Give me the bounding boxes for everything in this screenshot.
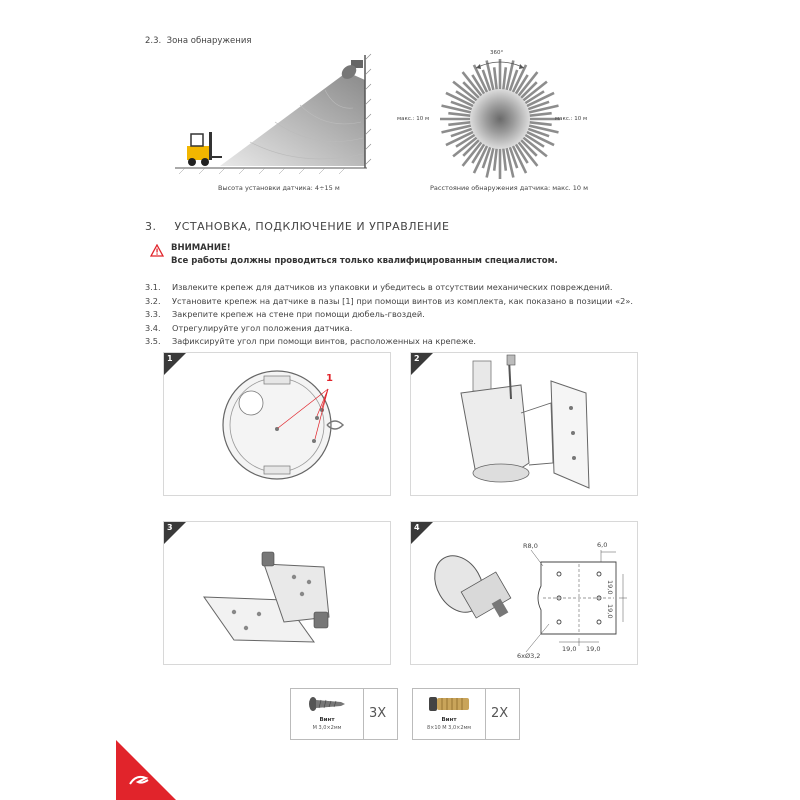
step-item: 3.2. Установите крепеж на датчике в пазы [1] при помощи винтов из комплекта, как показано в позиции «2». xyxy=(145,295,633,306)
right-range-label: макс.: 10 м xyxy=(555,116,588,122)
forklift-icon xyxy=(187,132,222,166)
part-screw-2 xyxy=(412,688,520,740)
horizontal-dimension-2: 19,0 xyxy=(586,645,601,653)
screw-icon xyxy=(307,695,347,713)
sensor-mount-figure xyxy=(164,353,390,495)
horizontal-dimension-1: 19,0 xyxy=(562,645,577,653)
assembled-sensor xyxy=(425,547,511,621)
part-name: Винт xyxy=(441,717,457,723)
part-spec: 8×10 M 3,0×2мм xyxy=(426,725,472,731)
figure-panel-1 xyxy=(163,352,391,496)
vertical-dimension-1: 19,0 xyxy=(606,580,614,595)
figure-panel-2 xyxy=(410,352,638,496)
left-range-label: макс.: 10 м xyxy=(397,116,430,122)
vertical-dimension-2: 19,0 xyxy=(606,604,614,619)
panel-number: 1 xyxy=(167,354,173,363)
section-2-3-number: 2.3. xyxy=(145,36,162,46)
angle-label: 360° xyxy=(490,50,504,56)
installation-steps xyxy=(145,281,633,349)
bracket-outline xyxy=(538,562,616,634)
bracket-figure xyxy=(164,522,390,664)
warning-title: ВНИМАНИЕ! xyxy=(171,243,231,253)
part-quantity: 3X xyxy=(369,706,387,721)
section-3-text: УСТАНОВКА, ПОДКЛЮЧЕНИЕ И УПРАВЛЕНИЕ xyxy=(174,220,450,233)
panel-number: 4 xyxy=(414,523,420,532)
top-dimension: 6,0 xyxy=(597,541,608,549)
warning-text: Все работы должны проводиться только квалифицированным специалистом. xyxy=(171,256,558,266)
figure-panel-4 xyxy=(410,521,638,665)
part-spec: M 3,0×2мм xyxy=(312,725,342,731)
step-item: 3.1. Извлеките крепеж для датчиков из упаковки и убедитесь в отсутствии механических повреждений. xyxy=(145,282,613,292)
top-detection-diagram xyxy=(420,50,580,180)
panel-number: 2 xyxy=(414,354,420,363)
part-quantity: 2X xyxy=(491,706,509,721)
callout-label: 1 xyxy=(326,373,333,384)
set-screw-icon xyxy=(425,693,475,715)
holes-dimension: 6xØ3,2 xyxy=(517,652,541,660)
sensor-with-bracket-figure xyxy=(411,353,637,495)
step-item: 3.3. Закрепите крепеж на стене при помощи дюбель-гвоздей. xyxy=(145,309,425,319)
section-3-number: 3. xyxy=(145,220,157,233)
brand-corner-logo xyxy=(116,740,176,800)
section-2-3-text: Зона обнаружения xyxy=(166,36,252,46)
detection-center xyxy=(470,89,530,149)
radius-dimension: R8,0 xyxy=(523,542,538,550)
step-item: 3.4. Отрегулируйте угол положения датчика. xyxy=(145,322,353,333)
detection-cone xyxy=(220,72,365,166)
mount-height-caption: Высота установки датчика: 4÷15 м xyxy=(218,184,340,192)
part-name: Винт xyxy=(319,717,335,723)
detection-distance-caption: Расстояние обнаружения датчика: макс. 10 м xyxy=(430,184,589,192)
side-detection-diagram xyxy=(175,50,385,180)
section-2-3-title xyxy=(145,36,251,46)
panel-number: 3 xyxy=(167,523,173,532)
warning-icon xyxy=(150,244,164,257)
step-item: 3.5. Зафиксируйте угол при помощи винтов, расположенных на крепеже. xyxy=(145,336,476,346)
section-3-title xyxy=(145,220,463,233)
figure-panel-3 xyxy=(163,521,391,665)
part-screw-1 xyxy=(290,688,398,740)
